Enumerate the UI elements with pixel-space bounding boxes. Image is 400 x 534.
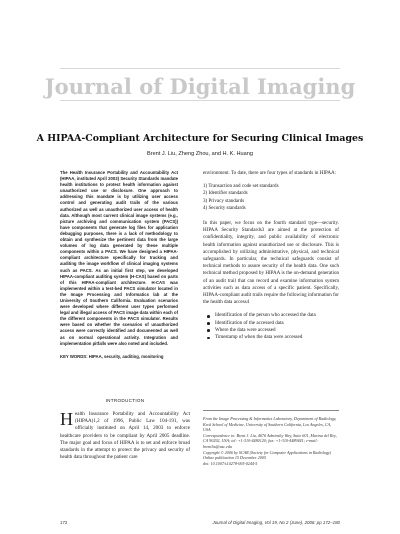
bullet-icon <box>207 315 210 318</box>
section-heading-introduction: INTRODUCTION <box>105 398 145 403</box>
bullet-icon <box>207 322 210 325</box>
list-item <box>203 312 339 319</box>
standards-intro: environment. To date, there are four types of standards in HIPAA: <box>203 170 337 176</box>
bullet-text: Identification of the accessed data <box>215 319 284 326</box>
bullet-text: Timestamp of when the data were accessed <box>215 334 303 341</box>
list-item: 3) Privacy standards <box>203 197 245 204</box>
introduction-text <box>60 411 190 461</box>
bullet-text: Identification of the person who accessed the data <box>215 312 316 319</box>
citation: Journal of Digital Imaging, Vol 19, No 2 (June), 2006: pp 172–180 <box>212 520 340 525</box>
masthead-bottom-rule <box>60 100 340 101</box>
journal-masthead <box>0 60 400 100</box>
introduction-body: ealth Insurance Portability and Accountability Act (HIPAA)1,2 of 1996, Public Law 104-191, was officially instituted on April 14, 2003 to enforce healthcare providers to be compliant by April 2005 deadline. The major goal and focus of HIPAA is to set and enforce broad standards in the attempt to protect the privacy and security of health data throughout the patient care <box>60 411 190 461</box>
footnote-correspondence: Correspondence to: Brent J. Liu, 4676 Admiralty Way, Suite 601, Marina del Rey, CA 90292, USA; tel: +1-310-4480120; fax: +1-310-4489441; e-mail: brentliu@usc.edu <box>203 432 337 449</box>
list-item: 4) Security standards <box>203 204 246 211</box>
keywords: KEY WORDS: HIPAA, security, auditing, monitoring <box>60 354 164 359</box>
journal-name: Journal of Digital Imaging <box>44 74 356 99</box>
page-number: 172 <box>60 520 68 525</box>
list-item: 2) Identifier standards <box>203 190 248 197</box>
list-item <box>203 327 339 334</box>
list-item <box>203 334 339 341</box>
bullet-icon <box>207 329 210 332</box>
bullet-text: Where the data were accessed <box>215 326 276 333</box>
drop-cap: H <box>60 409 73 429</box>
author-footnote <box>203 410 339 466</box>
abstract: The Health Insurance Portability and Accountability Act (HIPAA, instituted April 2003) Security Standards mandate health institutions to protect health information against unauthorized use or disclosure. One approach to addressing this mandate is by utilizing user access control and generating audit trails of the various authorized as well as unauthorized user access of health data. Although most current clinical image systems (e.g., picture archiving and communication system (PACS)) have components that generate log files for application debugging purposes, there is a lack of methodology to obtain and synthesize the pertinent data from the large volumes of log data generated by these multiple components within a PACS. We have designed a HIPAA-compliant architecture specifically for tracking and auditing the image workflow of clinical imaging systems such as PACS. As an initial first step, we developed HIPAA-compliant auditing system (H-CAS) based on parts of this HIPAA-compliant architecture. H-CAS was implemented within a test-bed PACS simulator located in the Image Processing and Informatics lab at the University of Southern California. Evaluation scenarios were developed where different user types performed legal and illegal access of PACS image data within each of the different components in the PACS simulator. Results were based on whether the scenarios of unauthorized access were correctly identified and documented as well as on normal operational activity. Integration and implementation pitfalls were also noted and included. <box>60 170 178 346</box>
article-title: A HIPAA-Compliant Architecture for Securing Clinical Images <box>36 133 364 144</box>
audit-requirements-list <box>203 312 339 341</box>
footnote-affiliation: From the Image Processing & Informatics Laboratory, Department of Radiology, Keck School of Medicine, University of Southern California, Los Angeles, CA, USA. <box>203 416 337 433</box>
list-item <box>203 320 339 327</box>
footnote-doi: doi: 10.1007/s10278-005-0244-5 <box>203 460 258 466</box>
security-paragraph: In this paper, we focus on the fourth standard type—security. HIPAA Security Standards3 are aimed at the protection of confidentiality, integrity, and public availability of electronic health information against unauthorized use or disclosure. This is accomplished by utilizing administrative, physical, and technical safeguards. In particular, the technical safeguards consist of technical methods to assure security of the health data. One such technical method proposed by HIPAA is the on-demand generation of an audit trail that can record and examine information system activities such as data access of a specific patient. Specifically, HIPAA-compliant audit trails require the following information for the health data access4 <box>203 220 339 306</box>
article-authors: Brent J. Liu, Zheng Zhou, and H. K. Huang <box>146 151 254 157</box>
right-column <box>203 170 339 341</box>
standards-list <box>203 183 339 212</box>
list-item: 1) Transaction and code set standards <box>203 183 279 190</box>
bullet-icon <box>207 337 210 340</box>
masthead-top-rule <box>60 68 340 69</box>
footnote-publication: Online publication 15 December 2005 <box>203 455 266 461</box>
footnote-copyright: Copyright © 2006 by SCAR (Society for Computer Applications in Radiology) <box>203 449 332 455</box>
